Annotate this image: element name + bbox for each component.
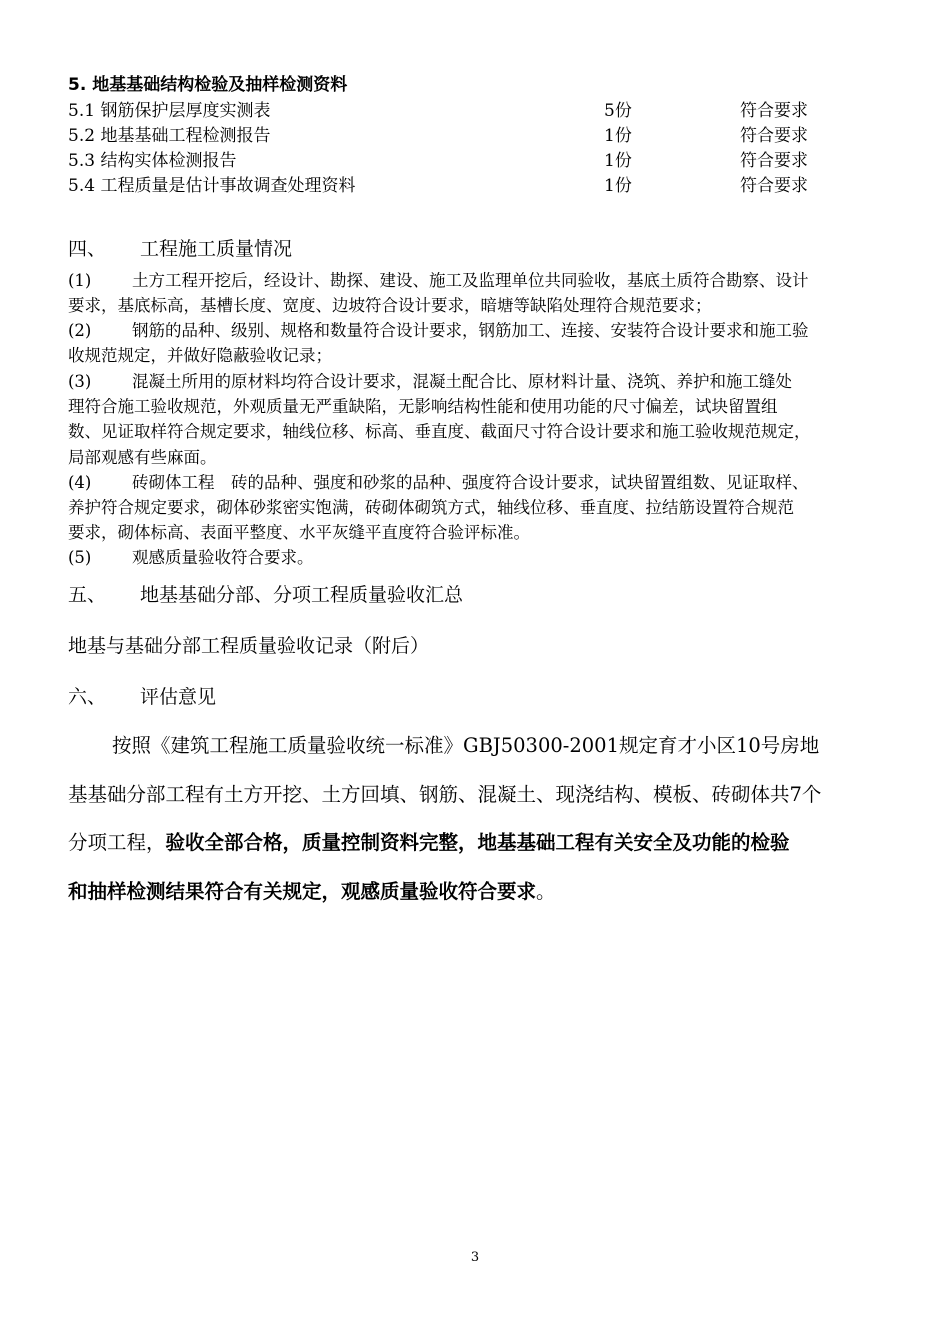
section-6-heading [68,682,216,709]
item-text: 观感质量验收符合要求。 [132,548,314,567]
item-text: 要求，砌体标高、表面平整度、水平灰缝平直度符合验评标准。 [68,523,530,543]
item-result: 符合要求 [740,176,808,196]
evaluation-text: 。 [536,880,556,903]
item-text: 砖砌体工程 砖的品种、强度和砂浆的品种、强度符合设计要求，试块留置组数、见证取样、 [132,473,809,492]
item-text: 数、见证取样符合规定要求，轴线位移、标高、垂直度、截面尺寸符合设计要求和施工验收规范规定， [68,422,811,442]
section-number: 六、 [68,686,107,708]
section-5-summary-heading [68,580,463,607]
item-text: 钢筋的品种、级别、规格和数量符合设计要求，钢筋加工、连接、安装符合设计要求和施工验 [132,321,809,340]
list-item [68,318,884,368]
section-title: 工程施工质量情况 [140,238,293,260]
list-item [68,545,884,570]
item-count: 1份 [604,126,632,146]
item-name: 5.2 地基基础工程检测报告 [68,126,271,146]
item-name: 5.3 结构实体检测报告 [68,151,237,171]
section-4-heading [68,234,292,261]
section-title: 地基基础分部、分项工程质量验收汇总 [140,584,464,606]
item-result: 符合要求 [740,101,808,121]
table-row [68,146,868,171]
item-count: 1份 [604,151,632,171]
item-text: 要求，基底标高，基槽长度、宽度、边坡符合设计要求，暗塘等缺陷处理符合规范要求； [68,296,712,316]
item-text: 混凝土所用的原材料均符合设计要求，混凝土配合比、原材料计量、浇筑、养护和施工缝处 [132,372,792,391]
item-text: 收规范规定，并做好隐蔽验收记录； [68,346,332,366]
table-row [68,121,868,146]
item-text: 理符合施工验收规范，外观质量无严重缺陷，无影响结构性能和使用功能的尺寸偏差，试块留置组 [68,397,778,417]
evaluation-conclusion: 和抽样检测结果符合有关规定，观感质量验收符合要求 [68,880,537,903]
list-item [68,268,884,318]
evaluation-conclusion: 验收全部合格，质量控制资料完整，地基基础工程有关安全及功能的检验 [165,831,790,854]
item-label: (5) [68,548,92,567]
item-name: 5.1 钢筋保护层厚度实测表 [68,101,271,121]
evaluation-line [68,827,790,855]
evaluation-line: 按照《建筑工程施工质量验收统一标准》GBJ50300-2001规定育才小区10号房地 [112,734,820,757]
evaluation-text: 分项工程， [68,831,166,854]
section-5-title: 5. 地基基础结构检验及抽样检测资料 [68,75,348,95]
item-label: (3) [68,372,92,391]
section-number: 四、 [68,238,107,260]
item-name: 5.4 工程质量是估计事故调查处理资料 [68,176,356,196]
item-text: 养护符合规定要求，砌体砂浆密实饱满，砖砌体砌筑方式，轴线位移、垂直度、拉结筋设置符合规范 [68,498,794,518]
item-text: 局部观感有些麻面。 [68,447,217,467]
list-item [68,369,884,470]
item-label: (1) [68,271,92,290]
evaluation-line: 基基础分部工程有土方开挖、土方回填、钢筋、混凝土、现浇结构、模板、砖砌体共7个 [68,783,822,806]
page-number: 3 [470,1250,480,1265]
item-label: (2) [68,321,92,340]
evaluation-line [68,876,556,904]
item-text: 土方工程开挖后，经设计、勘探、建设、施工及监理单位共同验收，基底土质符合勘察、设计 [132,271,809,290]
record-line: 地基与基础分部工程质量验收记录（附后） [68,635,430,657]
table-row [68,171,868,196]
item-count: 5份 [604,101,632,121]
item-result: 符合要求 [740,126,808,146]
list-item [68,470,884,546]
item-count: 1份 [604,176,632,196]
item-label: (4) [68,473,92,492]
section-title: 评估意见 [140,686,217,708]
table-row [68,96,868,121]
item-result: 符合要求 [740,151,808,171]
section-number: 五、 [68,584,107,606]
